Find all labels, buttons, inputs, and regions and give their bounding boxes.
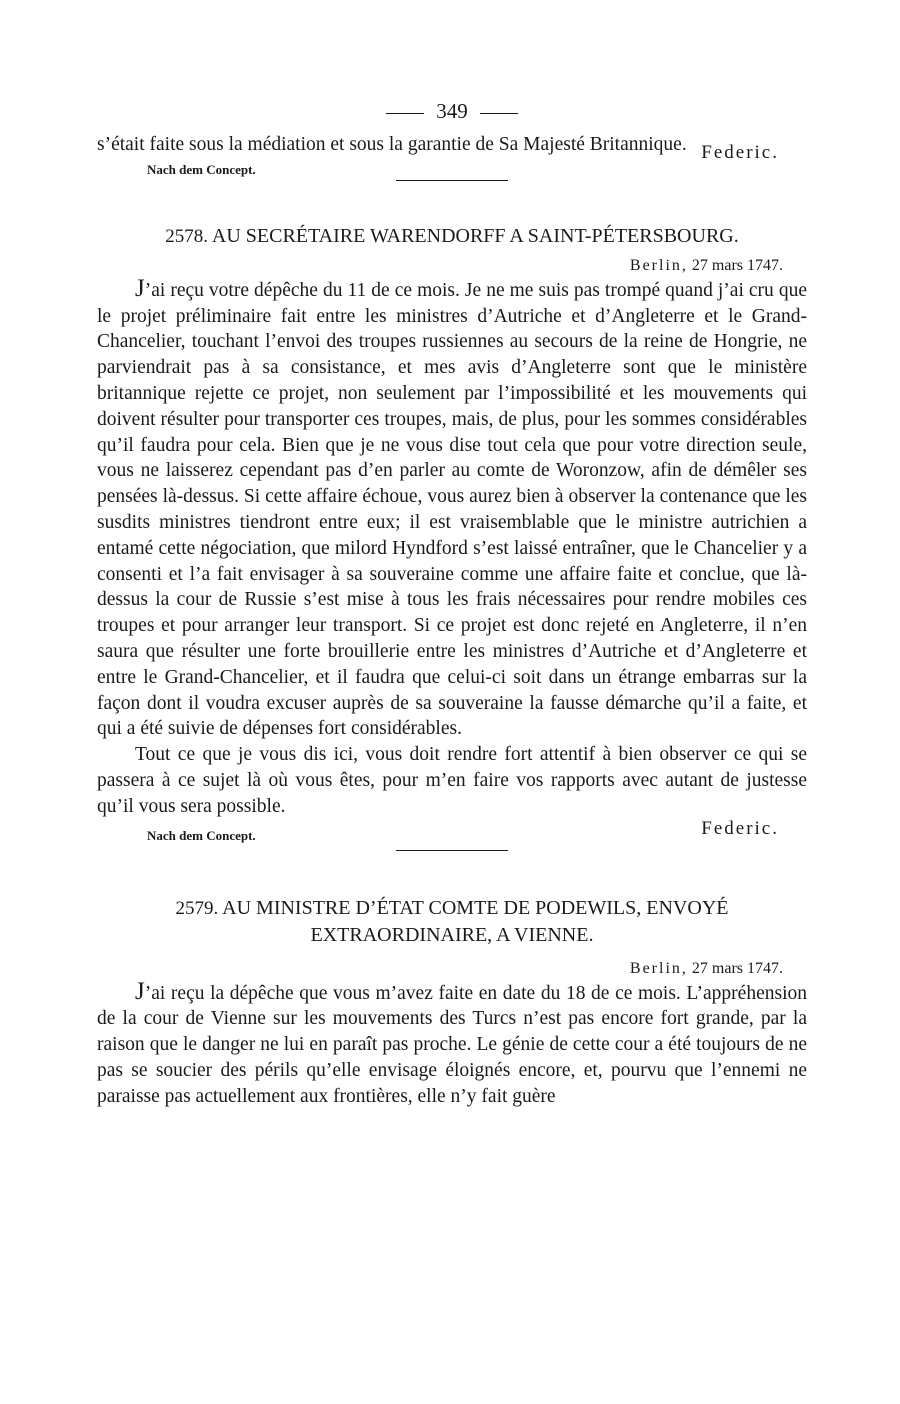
page-number-text: 349 bbox=[436, 99, 468, 123]
letter-2578-place: Berlin, bbox=[629, 256, 688, 274]
letter-2578-paragraph-1-text: ’ai reçu votre dépêche du 11 de ce mois. Je ne me suis pas trompé quand j’ai cru que le projet préliminaire fait entre les ministres d’Autriche et d’Angleterre et le Grand-Chancelier, touchant l’envoi des troupes russiennes au secours de la reine de Hongrie, ne parviendrait pas à sa consistance, et mes avis d’Angleterre sont que le ministère britannique rejette ce projet, non seulement par l’impossibilité et les mouvements qui doivent résulter pour transporter ces troupes, mais, de plus, pour les sommes considérables qu’il faudra pour cela. Bien que je ne vous dise tout cela que pour votre direction seule, vous ne laisserez cependant pas d’en parler au comte de Woronzow, afin de démêler ses pensées là-dessus. Si cette affaire échoue, vous aurez bien à observer la contenance que les susdits ministres tiendront entre eux; il est vraisemblable que le ministre autrichien a entamé cette négociation, que milord Hyndford s’est laissé entraîner, que le Chancelier y a consenti et l’a fait envisager à sa souveraine comme une affaire faite et conclue, que là-dessus la cour de Russie s’est mise à tous les frais nécessaires pour rendre mobiles ces troupes et pour arranger leur transport. Si ce projet est donc rejeté en Angleterre, il n’en saura que résulter une forte brouillerie entre les ministres d’Autriche et d’Angleterre et entre le Grand-Chancelier, et il faudra que celui-ci soit dans un étrange embarras sur la façon dont il voudra excuser auprès de sa souveraine la fausse démarche qu’il a faite, et qui a été suivie de dépenses fort considérables. bbox=[97, 279, 807, 740]
letter-2578-initial: J bbox=[135, 274, 145, 302]
letter-2579-title-line-2: EXTRAORDINAIRE, A VIENNE. bbox=[310, 923, 594, 946]
letter-2579-dateline bbox=[97, 957, 807, 981]
letter-2579-date: 27 mars 1747. bbox=[691, 959, 783, 977]
letter-2579-title-line-1: AU MINISTRE D’ÉTAT COMTE DE PODEWILS, ENVOYÉ bbox=[222, 896, 729, 919]
intro-concept-note: Nach dem Concept. bbox=[147, 161, 256, 177]
letter-2579-paragraph-1 bbox=[97, 977, 807, 1110]
letter-2579-number: 2579. bbox=[175, 897, 219, 919]
letter-2578-paragraph-2: Tout ce que je vous dis ici, vous doit rendre fort attentif à bien observer ce qui se passera à ce sujet là où vous êtes, pour m’en faire vos rapports avec autant de justesse qu’il vous sera possible. bbox=[97, 744, 807, 817]
letter-2578-number: 2578. bbox=[165, 225, 209, 247]
page bbox=[97, 96, 807, 1110]
letter-2578-title: AU SECRÉTAIRE WARENDORFF A SAINT-PÉTERSBOURG. bbox=[211, 224, 739, 247]
letter-2578-date: 27 mars 1747. bbox=[691, 256, 783, 274]
letter-2578-dateline bbox=[97, 254, 807, 278]
page-number-dash-left bbox=[386, 113, 424, 114]
page-number-dash-right bbox=[480, 113, 518, 114]
intro-signature: Federic. bbox=[701, 141, 779, 163]
letter-2579-place: Berlin, bbox=[629, 959, 688, 977]
intro-text: s’était faite sous la médiation et sous la garantie de Sa Majesté Britannique. bbox=[97, 134, 687, 155]
letter-2578-concept-note: Nach dem Concept. bbox=[147, 827, 256, 843]
letter-2578-signature: Federic. bbox=[701, 817, 779, 839]
letter-2578-heading bbox=[97, 223, 807, 250]
letter-2579-initial: J bbox=[135, 977, 145, 1005]
page-number bbox=[97, 96, 807, 126]
letter-2578-signature-row bbox=[97, 817, 807, 848]
letter-2579-paragraph-1-text: ’ai reçu la dépêche que vous m’avez faite en date du 18 de ce mois. L’appréhension de la cour de Vienne sur les mouvements des Turcs n’est pas encore fort grande, par la raison que le danger ne lui en paraît pas proche. Le génie de cette cour a été toujours de ne pas se soucier des périls qu’elle envisage éloignés encore, et, pourvu que l’ennemi ne paraisse pas actuellement aux frontières, elle n’y fait guère bbox=[97, 982, 807, 1107]
letter-2579-heading bbox=[97, 895, 807, 949]
letter-2578-paragraph-1 bbox=[97, 274, 807, 742]
